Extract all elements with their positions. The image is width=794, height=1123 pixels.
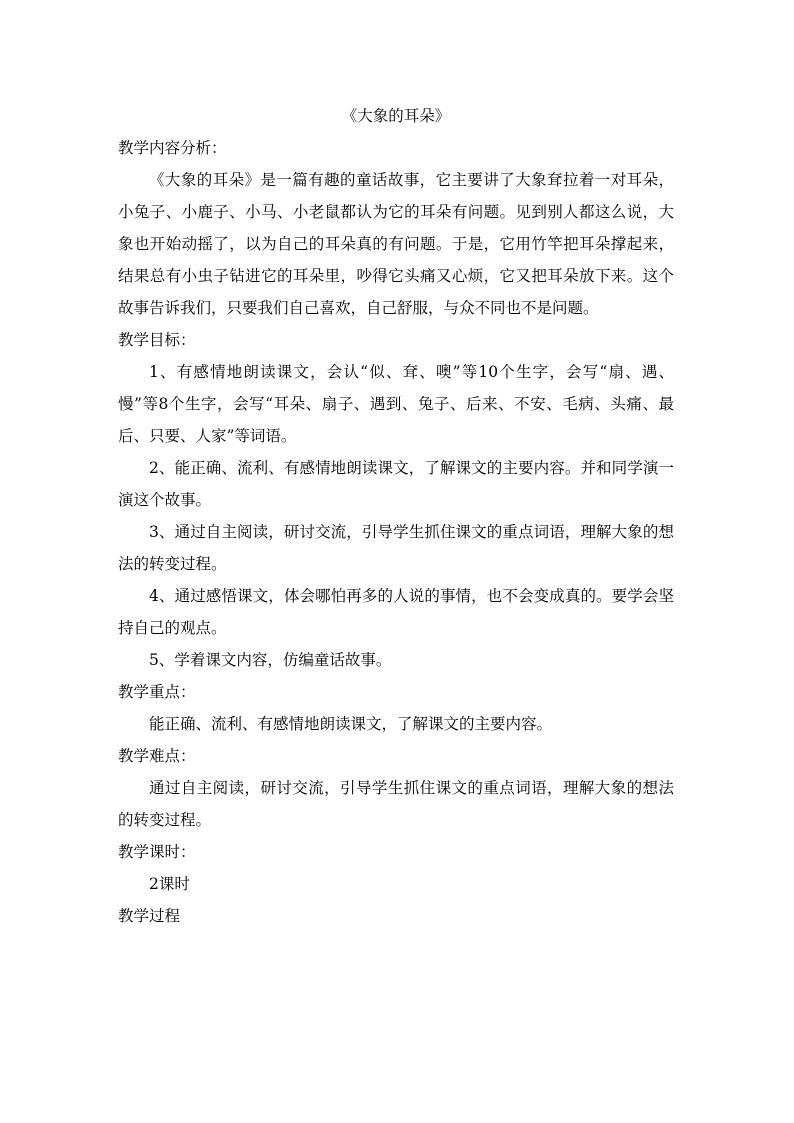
difficulty-text: 通过自主阅读，研讨交流，引导学生抓住课文的重点词语，理解大象的想法的转变过程。: [118, 779, 674, 829]
goal-item-4: 4、通过感悟课文，体会哪怕再多的人说的事情，也不会变成真的。要学会坚持自己的观点。: [118, 587, 674, 637]
document-page: [118, 100, 674, 932]
key-points-text: 能正确、流利、有感情地朗读课文，了解课文的主要内容。: [149, 715, 553, 733]
difficulty-heading: 教学难点：: [118, 747, 196, 765]
key-points-heading: 教学重点：: [118, 683, 196, 701]
goal-item-2: 2、能正确、流利、有感情地朗读课文，了解课文的主要内容。并和同学演一演这个故事。: [118, 459, 674, 509]
teaching-process-heading: 教学过程: [118, 907, 181, 925]
analysis-paragraph: 《大象的耳朵》是一篇有趣的童话故事，它主要讲了大象耷拉着一对耳朵，小兔子、小鹿子、小马、小老鼠都认为它的耳朵有问题。见到别人都这么说，大象也开始动摇了，以为自己的耳朵真的有问题。于是，它用竹竿把耳朵撑起来，结果总有小虫子钻进它的耳朵里，吵得它头痛又心烦，它又把耳朵放下来。这个故事告诉我们，只要我们自己喜欢，自己舒服，与众不同也不是问题。: [118, 171, 674, 317]
goal-item-1: 1、有感情地朗读课文，会认“似、耷、噢”等10个生字，会写“扇、遇、慢”等8个生字，会写“耳朵、扇子、遇到、兔子、后来、不安、毛病、头痛、最后、只要、人家”等词语。: [118, 363, 674, 445]
goals-heading: 教学目标：: [118, 331, 196, 349]
goal-item-3: 3、通过自主阅读，研讨交流，引导学生抓住课文的重点词语，理解大象的想法的转变过程。: [118, 523, 674, 573]
document-title: 《大象的耳朵》: [341, 107, 451, 125]
class-hours-text: 2课时: [149, 875, 190, 893]
analysis-heading: 教学内容分析：: [118, 139, 227, 157]
goal-item-5: 5、学着课文内容，仿编童话故事。: [149, 651, 392, 669]
class-hours-heading: 教学课时：: [118, 843, 196, 861]
